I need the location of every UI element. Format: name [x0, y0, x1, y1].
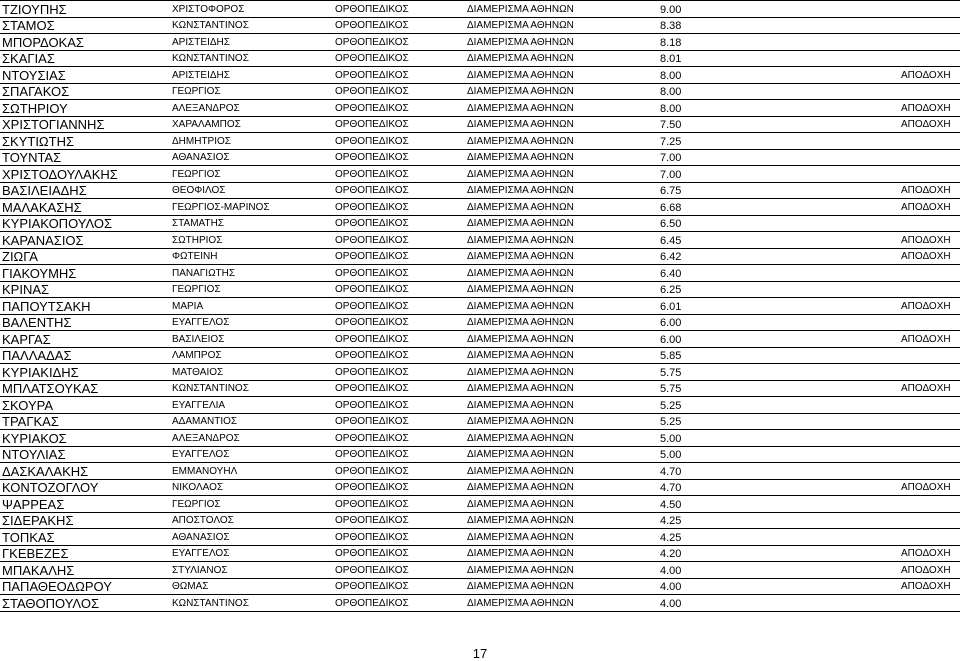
region-cell: ΔΙΑΜΕΡΙΣΜΑ ΑΘΗΝΩΝ: [465, 34, 658, 51]
score-cell: 4.25: [658, 512, 899, 529]
specialty-cell: ΟΡΘΟΠΕΔΙΚΟΣ: [333, 182, 465, 199]
specialty-cell: ΟΡΘΟΠΕΔΙΚΟΣ: [333, 166, 465, 183]
first-name-cell: ΕΥΑΓΓΕΛΟΣ: [170, 545, 333, 562]
score-cell: 6.68: [658, 199, 899, 216]
status-cell: ΑΠΟΔΟΧΗ: [899, 100, 960, 117]
first-name-cell: ΑΡΙΣΤΕΙΔΗΣ: [170, 67, 333, 84]
table-row: [0, 232, 960, 249]
status-cell: [899, 34, 960, 51]
surname-cell: ΚΑΡΓΑΣ: [0, 331, 170, 348]
status-cell: ΑΠΟΔΟΧΗ: [899, 545, 960, 562]
score-cell: 8.38: [658, 17, 899, 34]
table-row: [0, 446, 960, 463]
specialty-cell: ΟΡΘΟΠΕΔΙΚΟΣ: [333, 50, 465, 67]
table-row: [0, 166, 960, 183]
surname-cell: ΠΑΛΛΑΔΑΣ: [0, 347, 170, 364]
surname-cell: ΚΟΝΤΟΖΟΓΛΟΥ: [0, 479, 170, 496]
status-cell: ΑΠΟΔΟΧΗ: [899, 232, 960, 249]
region-cell: ΔΙΑΜΕΡΙΣΜΑ ΑΘΗΝΩΝ: [465, 67, 658, 84]
specialty-cell: ΟΡΘΟΠΕΔΙΚΟΣ: [333, 463, 465, 480]
region-cell: ΔΙΑΜΕΡΙΣΜΑ ΑΘΗΝΩΝ: [465, 413, 658, 430]
first-name-cell: ΛΑΜΠΡΟΣ: [170, 347, 333, 364]
specialty-cell: ΟΡΘΟΠΕΔΙΚΟΣ: [333, 512, 465, 529]
score-cell: 7.00: [658, 149, 899, 166]
surname-cell: ΣΚΥΤΙΩΤΗΣ: [0, 133, 170, 150]
status-cell: [899, 215, 960, 232]
region-cell: ΔΙΑΜΕΡΙΣΜΑ ΑΘΗΝΩΝ: [465, 182, 658, 199]
region-cell: ΔΙΑΜΕΡΙΣΜΑ ΑΘΗΝΩΝ: [465, 248, 658, 265]
surname-cell: ΤΖΙΟΥΠΗΣ: [0, 1, 170, 18]
table-row: [0, 347, 960, 364]
status-cell: ΑΠΟΔΟΧΗ: [899, 562, 960, 579]
region-cell: ΔΙΑΜΕΡΙΣΜΑ ΑΘΗΝΩΝ: [465, 496, 658, 513]
first-name-cell: ΓΕΩΡΓΙΟΣ: [170, 166, 333, 183]
specialty-cell: ΟΡΘΟΠΕΔΙΚΟΣ: [333, 595, 465, 612]
score-cell: 8.00: [658, 67, 899, 84]
status-cell: [899, 595, 960, 612]
table-row: [0, 430, 960, 447]
first-name-cell: ΧΑΡΑΛΑΜΠΟΣ: [170, 116, 333, 133]
status-cell: [899, 83, 960, 100]
surname-cell: ΣΠΑΓΑΚΟΣ: [0, 83, 170, 100]
status-cell: [899, 430, 960, 447]
table-row: [0, 314, 960, 331]
status-cell: ΑΠΟΔΟΧΗ: [899, 380, 960, 397]
surname-cell: ΣΤΑΜΟΣ: [0, 17, 170, 34]
specialty-cell: ΟΡΘΟΠΕΔΙΚΟΣ: [333, 479, 465, 496]
surname-cell: ΣΤΑΘΟΠΟΥΛΟΣ: [0, 595, 170, 612]
score-cell: 6.01: [658, 298, 899, 315]
surname-cell: ΖΙΩΓΑ: [0, 248, 170, 265]
region-cell: ΔΙΑΜΕΡΙΣΜΑ ΑΘΗΝΩΝ: [465, 232, 658, 249]
surname-cell: ΣΙΔΕΡΑΚΗΣ: [0, 512, 170, 529]
first-name-cell: ΦΩΤΕΙΝΗ: [170, 248, 333, 265]
table-row: [0, 265, 960, 282]
region-cell: ΔΙΑΜΕΡΙΣΜΑ ΑΘΗΝΩΝ: [465, 430, 658, 447]
score-cell: 8.00: [658, 83, 899, 100]
table-row: [0, 116, 960, 133]
status-cell: ΑΠΟΔΟΧΗ: [899, 116, 960, 133]
status-cell: ΑΠΟΔΟΧΗ: [899, 331, 960, 348]
surname-cell: ΣΚΟΥΡΑ: [0, 397, 170, 414]
status-cell: ΑΠΟΔΟΧΗ: [899, 67, 960, 84]
score-cell: 4.70: [658, 463, 899, 480]
table-row: [0, 512, 960, 529]
first-name-cell: ΓΕΩΡΓΙΟΣ: [170, 281, 333, 298]
status-cell: [899, 413, 960, 430]
first-name-cell: ΝΙΚΟΛΑΟΣ: [170, 479, 333, 496]
surname-cell: ΓΙΑΚΟΥΜΗΣ: [0, 265, 170, 282]
region-cell: ΔΙΑΜΕΡΙΣΜΑ ΑΘΗΝΩΝ: [465, 83, 658, 100]
first-name-cell: ΣΤΥΛΙΑΝΟΣ: [170, 562, 333, 579]
score-cell: 6.50: [658, 215, 899, 232]
region-cell: ΔΙΑΜΕΡΙΣΜΑ ΑΘΗΝΩΝ: [465, 364, 658, 381]
region-cell: ΔΙΑΜΕΡΙΣΜΑ ΑΘΗΝΩΝ: [465, 17, 658, 34]
status-cell: [899, 446, 960, 463]
first-name-cell: ΒΑΣΙΛΕΙΟΣ: [170, 331, 333, 348]
first-name-cell: ΑΡΙΣΤΕΙΔΗΣ: [170, 34, 333, 51]
first-name-cell: ΜΑΡΙΑ: [170, 298, 333, 315]
score-cell: 4.00: [658, 562, 899, 579]
status-cell: [899, 347, 960, 364]
table-row: [0, 281, 960, 298]
score-cell: 6.75: [658, 182, 899, 199]
score-cell: 6.40: [658, 265, 899, 282]
specialty-cell: ΟΡΘΟΠΕΔΙΚΟΣ: [333, 397, 465, 414]
surname-cell: ΝΤΟΥΛΙΑΣ: [0, 446, 170, 463]
score-cell: 5.00: [658, 446, 899, 463]
status-cell: [899, 463, 960, 480]
specialty-cell: ΟΡΘΟΠΕΔΙΚΟΣ: [333, 380, 465, 397]
first-name-cell: ΚΩΝΣΤΑΝΤΙΝΟΣ: [170, 380, 333, 397]
score-cell: 7.50: [658, 116, 899, 133]
surname-cell: ΜΠΟΡΔΟΚΑΣ: [0, 34, 170, 51]
region-cell: ΔΙΑΜΕΡΙΣΜΑ ΑΘΗΝΩΝ: [465, 100, 658, 117]
score-cell: 4.70: [658, 479, 899, 496]
region-cell: ΔΙΑΜΕΡΙΣΜΑ ΑΘΗΝΩΝ: [465, 347, 658, 364]
table-row: [0, 578, 960, 595]
first-name-cell: ΜΑΤΘΑΙΟΣ: [170, 364, 333, 381]
specialty-cell: ΟΡΘΟΠΕΔΙΚΟΣ: [333, 314, 465, 331]
first-name-cell: ΕΥΑΓΓΕΛΙΑ: [170, 397, 333, 414]
surname-cell: ΧΡΙΣΤΟΔΟΥΛΑΚΗΣ: [0, 166, 170, 183]
region-cell: ΔΙΑΜΕΡΙΣΜΑ ΑΘΗΝΩΝ: [465, 265, 658, 282]
status-cell: [899, 1, 960, 18]
specialty-cell: ΟΡΘΟΠΕΔΙΚΟΣ: [333, 248, 465, 265]
specialty-cell: ΟΡΘΟΠΕΔΙΚΟΣ: [333, 331, 465, 348]
first-name-cell: ΘΕΟΦΙΛΟΣ: [170, 182, 333, 199]
specialty-cell: ΟΡΘΟΠΕΔΙΚΟΣ: [333, 215, 465, 232]
status-cell: ΑΠΟΔΟΧΗ: [899, 479, 960, 496]
score-cell: 5.25: [658, 397, 899, 414]
surname-cell: ΝΤΟΥΣΙΑΣ: [0, 67, 170, 84]
specialty-cell: ΟΡΘΟΠΕΔΙΚΟΣ: [333, 67, 465, 84]
specialty-cell: ΟΡΘΟΠΕΔΙΚΟΣ: [333, 496, 465, 513]
surname-cell: ΒΑΛΕΝΤΗΣ: [0, 314, 170, 331]
table-row: [0, 364, 960, 381]
surname-cell: ΚΥΡΙΑΚΟΣ: [0, 430, 170, 447]
score-cell: 8.01: [658, 50, 899, 67]
first-name-cell: ΕΥΑΓΓΕΛΟΣ: [170, 446, 333, 463]
region-cell: ΔΙΑΜΕΡΙΣΜΑ ΑΘΗΝΩΝ: [465, 512, 658, 529]
score-cell: 6.00: [658, 331, 899, 348]
surname-cell: ΚΥΡΙΑΚΟΠΟΥΛΟΣ: [0, 215, 170, 232]
table-row: [0, 463, 960, 480]
surname-cell: ΔΑΣΚΑΛΑΚΗΣ: [0, 463, 170, 480]
surname-cell: ΤΡΑΓΚΑΣ: [0, 413, 170, 430]
region-cell: ΔΙΑΜΕΡΙΣΜΑ ΑΘΗΝΩΝ: [465, 479, 658, 496]
surname-cell: ΚΑΡΑΝΑΣΙΟΣ: [0, 232, 170, 249]
status-cell: [899, 149, 960, 166]
specialty-cell: ΟΡΘΟΠΕΔΙΚΟΣ: [333, 116, 465, 133]
specialty-cell: ΟΡΘΟΠΕΔΙΚΟΣ: [333, 545, 465, 562]
first-name-cell: ΚΩΝΣΤΑΝΤΙΝΟΣ: [170, 50, 333, 67]
table-row: [0, 17, 960, 34]
specialty-cell: ΟΡΘΟΠΕΔΙΚΟΣ: [333, 298, 465, 315]
region-cell: ΔΙΑΜΕΡΙΣΜΑ ΑΘΗΝΩΝ: [465, 331, 658, 348]
region-cell: ΔΙΑΜΕΡΙΣΜΑ ΑΘΗΝΩΝ: [465, 314, 658, 331]
score-cell: 7.25: [658, 133, 899, 150]
first-name-cell: ΣΤΑΜΑΤΗΣ: [170, 215, 333, 232]
table-row: [0, 50, 960, 67]
specialty-cell: ΟΡΘΟΠΕΔΙΚΟΣ: [333, 17, 465, 34]
surname-cell: ΚΡΙΝΑΣ: [0, 281, 170, 298]
table-row: [0, 182, 960, 199]
table-row: [0, 529, 960, 546]
region-cell: ΔΙΑΜΕΡΙΣΜΑ ΑΘΗΝΩΝ: [465, 199, 658, 216]
first-name-cell: ΚΩΝΣΤΑΝΤΙΝΟΣ: [170, 17, 333, 34]
status-cell: [899, 397, 960, 414]
first-name-cell: ΑΔΑΜΑΝΤΙΟΣ: [170, 413, 333, 430]
status-cell: ΑΠΟΔΟΧΗ: [899, 248, 960, 265]
surname-cell: ΜΠΛΑΤΣΟΥΚΑΣ: [0, 380, 170, 397]
table-row: [0, 133, 960, 150]
score-cell: 4.00: [658, 578, 899, 595]
region-cell: ΔΙΑΜΕΡΙΣΜΑ ΑΘΗΝΩΝ: [465, 50, 658, 67]
status-cell: [899, 364, 960, 381]
status-cell: [899, 133, 960, 150]
table-row: [0, 380, 960, 397]
region-cell: ΔΙΑΜΕΡΙΣΜΑ ΑΘΗΝΩΝ: [465, 397, 658, 414]
status-cell: [899, 496, 960, 513]
region-cell: ΔΙΑΜΕΡΙΣΜΑ ΑΘΗΝΩΝ: [465, 1, 658, 18]
score-cell: 4.00: [658, 595, 899, 612]
table-row: [0, 149, 960, 166]
results-body: [0, 1, 960, 612]
region-cell: ΔΙΑΜΕΡΙΣΜΑ ΑΘΗΝΩΝ: [465, 380, 658, 397]
first-name-cell: ΠΑΝΑΓΙΩΤΗΣ: [170, 265, 333, 282]
region-cell: ΔΙΑΜΕΡΙΣΜΑ ΑΘΗΝΩΝ: [465, 578, 658, 595]
score-cell: 5.75: [658, 380, 899, 397]
status-cell: ΑΠΟΔΟΧΗ: [899, 298, 960, 315]
first-name-cell: ΧΡΙΣΤΟΦΟΡΟΣ: [170, 1, 333, 18]
status-cell: [899, 50, 960, 67]
first-name-cell: ΕΜΜΑΝΟΥΗΛ: [170, 463, 333, 480]
first-name-cell: ΚΩΝΣΤΑΝΤΙΝΟΣ: [170, 595, 333, 612]
region-cell: ΔΙΑΜΕΡΙΣΜΑ ΑΘΗΝΩΝ: [465, 298, 658, 315]
region-cell: ΔΙΑΜΕΡΙΣΜΑ ΑΘΗΝΩΝ: [465, 281, 658, 298]
table-row: [0, 298, 960, 315]
score-cell: 6.25: [658, 281, 899, 298]
first-name-cell: ΓΕΩΡΓΙΟΣ-ΜΑΡΙΝΟΣ: [170, 199, 333, 216]
specialty-cell: ΟΡΘΟΠΕΔΙΚΟΣ: [333, 364, 465, 381]
status-cell: [899, 314, 960, 331]
table-row: [0, 331, 960, 348]
specialty-cell: ΟΡΘΟΠΕΔΙΚΟΣ: [333, 34, 465, 51]
region-cell: ΔΙΑΜΕΡΙΣΜΑ ΑΘΗΝΩΝ: [465, 116, 658, 133]
region-cell: ΔΙΑΜΕΡΙΣΜΑ ΑΘΗΝΩΝ: [465, 562, 658, 579]
table-row: [0, 215, 960, 232]
surname-cell: ΣΩΤΗΡΙΟΥ: [0, 100, 170, 117]
surname-cell: ΒΑΣΙΛΕΙΑΔΗΣ: [0, 182, 170, 199]
surname-cell: ΚΥΡΙΑΚΙΔΗΣ: [0, 364, 170, 381]
region-cell: ΔΙΑΜΕΡΙΣΜΑ ΑΘΗΝΩΝ: [465, 446, 658, 463]
table-row: [0, 595, 960, 612]
surname-cell: ΧΡΙΣΤΟΓΙΑΝΝΗΣ: [0, 116, 170, 133]
score-cell: 9.00: [658, 1, 899, 18]
score-cell: 4.25: [658, 529, 899, 546]
specialty-cell: ΟΡΘΟΠΕΔΙΚΟΣ: [333, 199, 465, 216]
specialty-cell: ΟΡΘΟΠΕΔΙΚΟΣ: [333, 232, 465, 249]
score-cell: 5.00: [658, 430, 899, 447]
specialty-cell: ΟΡΘΟΠΕΔΙΚΟΣ: [333, 347, 465, 364]
status-cell: [899, 281, 960, 298]
score-cell: 7.00: [658, 166, 899, 183]
first-name-cell: ΕΥΑΓΓΕΛΟΣ: [170, 314, 333, 331]
status-cell: ΑΠΟΔΟΧΗ: [899, 578, 960, 595]
score-cell: 4.20: [658, 545, 899, 562]
first-name-cell: ΘΩΜΑΣ: [170, 578, 333, 595]
status-cell: [899, 166, 960, 183]
table-row: [0, 83, 960, 100]
specialty-cell: ΟΡΘΟΠΕΔΙΚΟΣ: [333, 529, 465, 546]
region-cell: ΔΙΑΜΕΡΙΣΜΑ ΑΘΗΝΩΝ: [465, 149, 658, 166]
table-row: [0, 397, 960, 414]
surname-cell: ΨΑΡΡΕΑΣ: [0, 496, 170, 513]
score-cell: 5.85: [658, 347, 899, 364]
first-name-cell: ΓΕΩΡΓΙΟΣ: [170, 83, 333, 100]
table-row: [0, 67, 960, 84]
table-row: [0, 562, 960, 579]
table-row: [0, 479, 960, 496]
specialty-cell: ΟΡΘΟΠΕΔΙΚΟΣ: [333, 430, 465, 447]
score-cell: 8.18: [658, 34, 899, 51]
first-name-cell: ΑΛΕΞΑΝΔΡΟΣ: [170, 430, 333, 447]
first-name-cell: ΔΗΜΗΤΡΙΟΣ: [170, 133, 333, 150]
region-cell: ΔΙΑΜΕΡΙΣΜΑ ΑΘΗΝΩΝ: [465, 545, 658, 562]
table-row: [0, 248, 960, 265]
region-cell: ΔΙΑΜΕΡΙΣΜΑ ΑΘΗΝΩΝ: [465, 463, 658, 480]
first-name-cell: ΑΛΕΞΑΝΔΡΟΣ: [170, 100, 333, 117]
page-number: 17: [472, 646, 488, 661]
table-row: [0, 34, 960, 51]
surname-cell: ΠΑΠΟΥΤΣΑΚΗ: [0, 298, 170, 315]
region-cell: ΔΙΑΜΕΡΙΣΜΑ ΑΘΗΝΩΝ: [465, 529, 658, 546]
score-cell: 5.25: [658, 413, 899, 430]
specialty-cell: ΟΡΘΟΠΕΔΙΚΟΣ: [333, 281, 465, 298]
specialty-cell: ΟΡΘΟΠΕΔΙΚΟΣ: [333, 265, 465, 282]
region-cell: ΔΙΑΜΕΡΙΣΜΑ ΑΘΗΝΩΝ: [465, 133, 658, 150]
table-row: [0, 545, 960, 562]
specialty-cell: ΟΡΘΟΠΕΔΙΚΟΣ: [333, 83, 465, 100]
status-cell: ΑΠΟΔΟΧΗ: [899, 199, 960, 216]
surname-cell: ΣΚΑΓΙΑΣ: [0, 50, 170, 67]
region-cell: ΔΙΑΜΕΡΙΣΜΑ ΑΘΗΝΩΝ: [465, 215, 658, 232]
specialty-cell: ΟΡΘΟΠΕΔΙΚΟΣ: [333, 100, 465, 117]
table-row: [0, 100, 960, 117]
table-row: [0, 413, 960, 430]
status-cell: [899, 529, 960, 546]
specialty-cell: ΟΡΘΟΠΕΔΙΚΟΣ: [333, 446, 465, 463]
status-cell: [899, 17, 960, 34]
surname-cell: ΤΟΥΝΤΑΣ: [0, 149, 170, 166]
score-cell: 6.45: [658, 232, 899, 249]
surname-cell: ΤΟΠΚΑΣ: [0, 529, 170, 546]
specialty-cell: ΟΡΘΟΠΕΔΙΚΟΣ: [333, 133, 465, 150]
surname-cell: ΜΠΑΚΑΛΗΣ: [0, 562, 170, 579]
specialty-cell: ΟΡΘΟΠΕΔΙΚΟΣ: [333, 149, 465, 166]
region-cell: ΔΙΑΜΕΡΙΣΜΑ ΑΘΗΝΩΝ: [465, 595, 658, 612]
table-row: [0, 199, 960, 216]
status-cell: [899, 512, 960, 529]
score-cell: 6.42: [658, 248, 899, 265]
table-row: [0, 496, 960, 513]
score-cell: 6.00: [658, 314, 899, 331]
specialty-cell: ΟΡΘΟΠΕΔΙΚΟΣ: [333, 413, 465, 430]
surname-cell: ΠΑΠΑΘΕΟΔΩΡΟΥ: [0, 578, 170, 595]
status-cell: ΑΠΟΔΟΧΗ: [899, 182, 960, 199]
specialty-cell: ΟΡΘΟΠΕΔΙΚΟΣ: [333, 578, 465, 595]
score-cell: 5.75: [658, 364, 899, 381]
first-name-cell: ΑΘΑΝΑΣΙΟΣ: [170, 529, 333, 546]
score-cell: 8.00: [658, 100, 899, 117]
specialty-cell: ΟΡΘΟΠΕΔΙΚΟΣ: [333, 1, 465, 18]
first-name-cell: ΑΠΟΣΤΟΛΟΣ: [170, 512, 333, 529]
first-name-cell: ΓΕΩΡΓΙΟΣ: [170, 496, 333, 513]
region-cell: ΔΙΑΜΕΡΙΣΜΑ ΑΘΗΝΩΝ: [465, 166, 658, 183]
surname-cell: ΓΚΕΒΕΖΕΣ: [0, 545, 170, 562]
table-row: [0, 1, 960, 18]
score-cell: 4.50: [658, 496, 899, 513]
first-name-cell: ΣΩΤΗΡΙΟΣ: [170, 232, 333, 249]
specialty-cell: ΟΡΘΟΠΕΔΙΚΟΣ: [333, 562, 465, 579]
status-cell: [899, 265, 960, 282]
surname-cell: ΜΑΛΑΚΑΣΗΣ: [0, 199, 170, 216]
first-name-cell: ΑΘΑΝΑΣΙΟΣ: [170, 149, 333, 166]
